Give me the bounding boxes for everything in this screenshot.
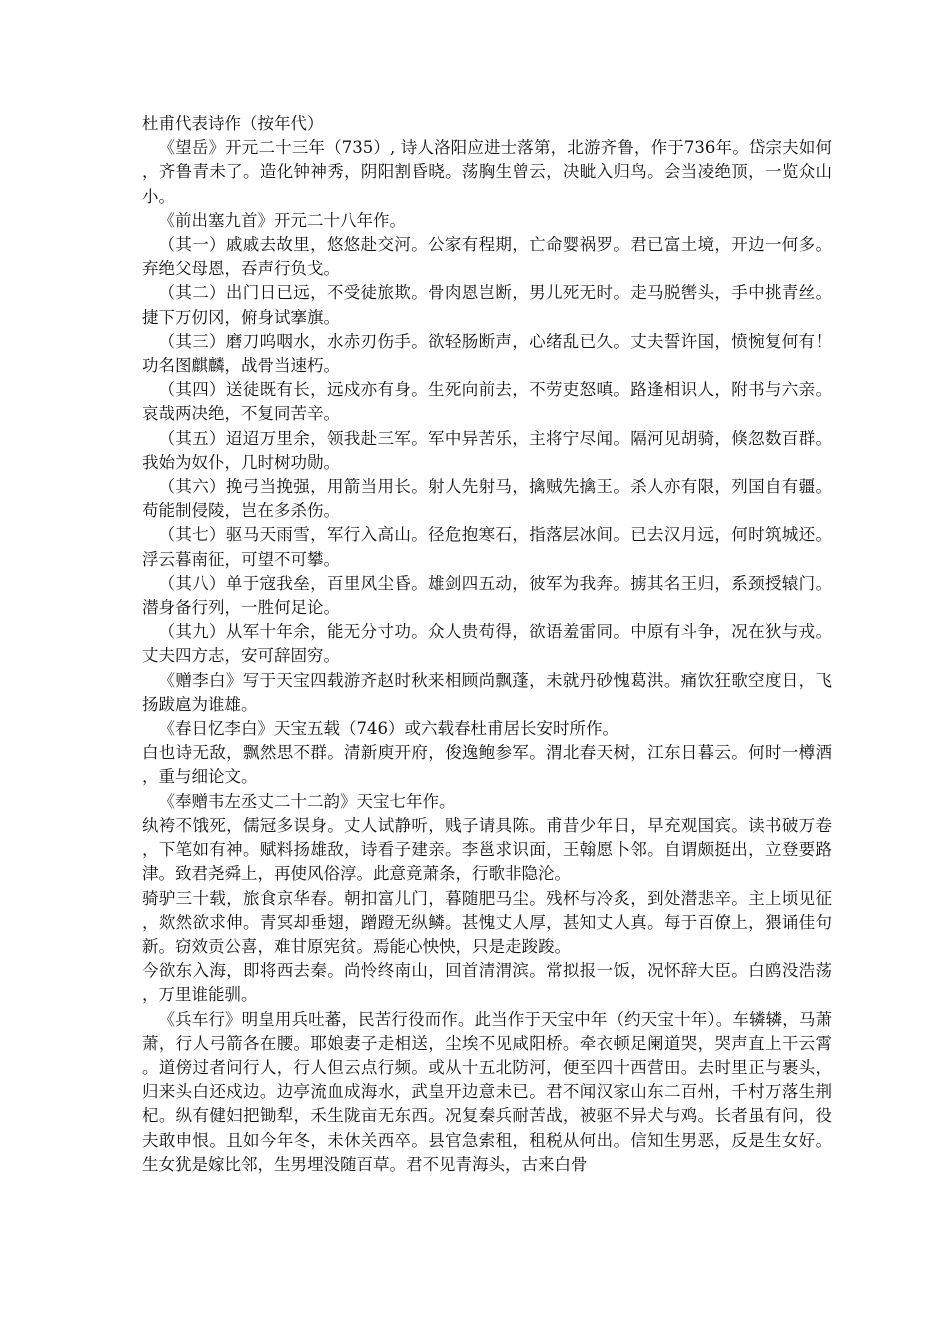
document-title: 杜甫代表诗作（按年代） [142,114,324,133]
paragraph: 《前出塞九首》开元二十八年作。 [158,210,406,230]
paragraph: 《春日忆李白》天宝五载（746）或六载春杜甫居长安时所作。 [158,719,619,739]
paragraph: （其七）驱马天雨雪，军行入高山。径危抱寒石，指落层冰间。已去汉月远，何时筑城还。浮云暮南征，可望不可攀。 [142,525,832,569]
paragraph: 《望岳》开元二十三年（735）, 诗人洛阳应进士落第，北游齐鲁，作于736年。岱宗夫如何，齐鲁青未了。造化钟神秀，阴阳割昏晓。荡胸生曾云，决眦入归鸟。会当凌绝顶，一览众山小。 [142,138,832,206]
paragraph: （其五）迢迢万里余，领我赴三军。军中异苦乐，主将宁尽闻。隔河见胡骑，倏忽数百群。我始为奴仆，几时树功勋。 [142,428,832,472]
document-body [142,112,832,1177]
paragraph: 白也诗无敌，飘然思不群。清新庾开府，俊逸鲍参军。渭北春天树，江东日暮云。何时一樽酒，重与细论文。 [142,743,832,787]
paragraph: 骑驴三十载，旅食京华春。朝扣富儿门，暮随肥马尘。残杯与冷炙，到处潜悲辛。主上顷见征，欻然欲求伸。青冥却垂翅，蹭蹬无纵鳞。甚愧丈人厚，甚知丈人真。每于百僚上，猥诵佳句新。窃效贡公喜，难甘原宪贫。焉能心怏怏，只是走踆踆。 [142,888,832,956]
paragraph: （其九）从军十年余，能无分寸功。众人贵苟得，欲语羞雷同。中原有斗争，况在狄与戎。丈夫四方志，安可辞固穷。 [142,622,832,666]
poem-list [142,136,832,1177]
paragraph: 今欲东入海，即将西去秦。尚怜终南山，回首清渭滨。常拟报一饭，况怀辞大臣。白鸥没浩荡，万里谁能驯。 [142,961,832,1005]
paragraph: （其三）磨刀呜咽水，水赤刃伤手。欲轻肠断声，心绪乱已久。丈夫誓许国，愤惋复何有！功名图麒麟，战骨当速朽。 [142,331,832,376]
paragraph: 《奉赠韦左丞丈二十二韵》天宝七年作。 [158,791,456,811]
paragraph: （其六）挽弓当挽强，用箭当用长。射人先射马，擒贼先擒王。杀人亦有限，列国自有疆。苟能制侵陵，岂在多杀伤。 [142,477,832,521]
paragraph: 《赠李白》写于天宝四载游齐赵时秋来相顾尚飘蓬，未就丹砂愧葛洪。痛饮狂歌空度日，飞扬跋扈为谁雄。 [142,670,832,714]
paragraph: （其二）出门日已远，不受徒旅欺。骨肉恩岂断，男儿死无时。走马脱辔头，手中挑青丝。捷下万仞冈，俯身试搴旗。 [142,283,832,327]
paragraph: （其四）送徒既有长，远戍亦有身。生死向前去，不劳吏怒嗔。路逢相识人，附书与六亲。哀哉两决绝，不复同苦辛。 [142,380,832,424]
paragraph: 《兵车行》明皇用兵吐蕃，民苦行役而作。此当作于天宝中年（约天宝十年）。车辚辚，马萧萧，行人弓箭各在腰。耶娘妻子走相送，尘埃不见咸阳桥。牵衣顿足阑道哭，哭声直上干云霄。道傍过者问行人，行人但云点行频。或从十五北防河，便至四十西营田。去时里正与裹头，归来头白还戍边。边亭流血成海水，武皇开边意未已。君不闻汉家山东二百州，千村万落生荆杞。纵有健妇把锄犁，禾生陇亩无东西。况复秦兵耐苦战，被驱不异犬与鸡。长者虽有问，役夫敢申恨。且如今年冬，未休关西卒。县官急索租，租税从何出。信知生男恶，反是生女好。生女犹是嫁比邻，生男埋没随百草。君不见青海头，古来白骨 [142,1009,832,1174]
paragraph: （其一）戚戚去故里，悠悠赴交河。公家有程期，亡命婴祸罗。君已富土境，开边一何多。弃绝父母恩，吞声行负戈。 [142,235,832,279]
paragraph: （其八）单于寇我垒，百里风尘昏。雄剑四五动，彼军为我奔。掳其名王归，系颈授辕门。潜身备行列，一胜何足论。 [142,573,832,618]
paragraph: 纨袴不饿死，儒冠多误身。丈人试静听，贱子请具陈。甫昔少年日，早充观国宾。读书破万卷，下笔如有神。赋料扬雄敌，诗看子建亲。李邕求识面，王翰愿卜邻。自谓颇挺出，立登要路津。致君尧舜上，再使风俗淳。此意竟萧条，行歌非隐沦。 [142,815,832,884]
